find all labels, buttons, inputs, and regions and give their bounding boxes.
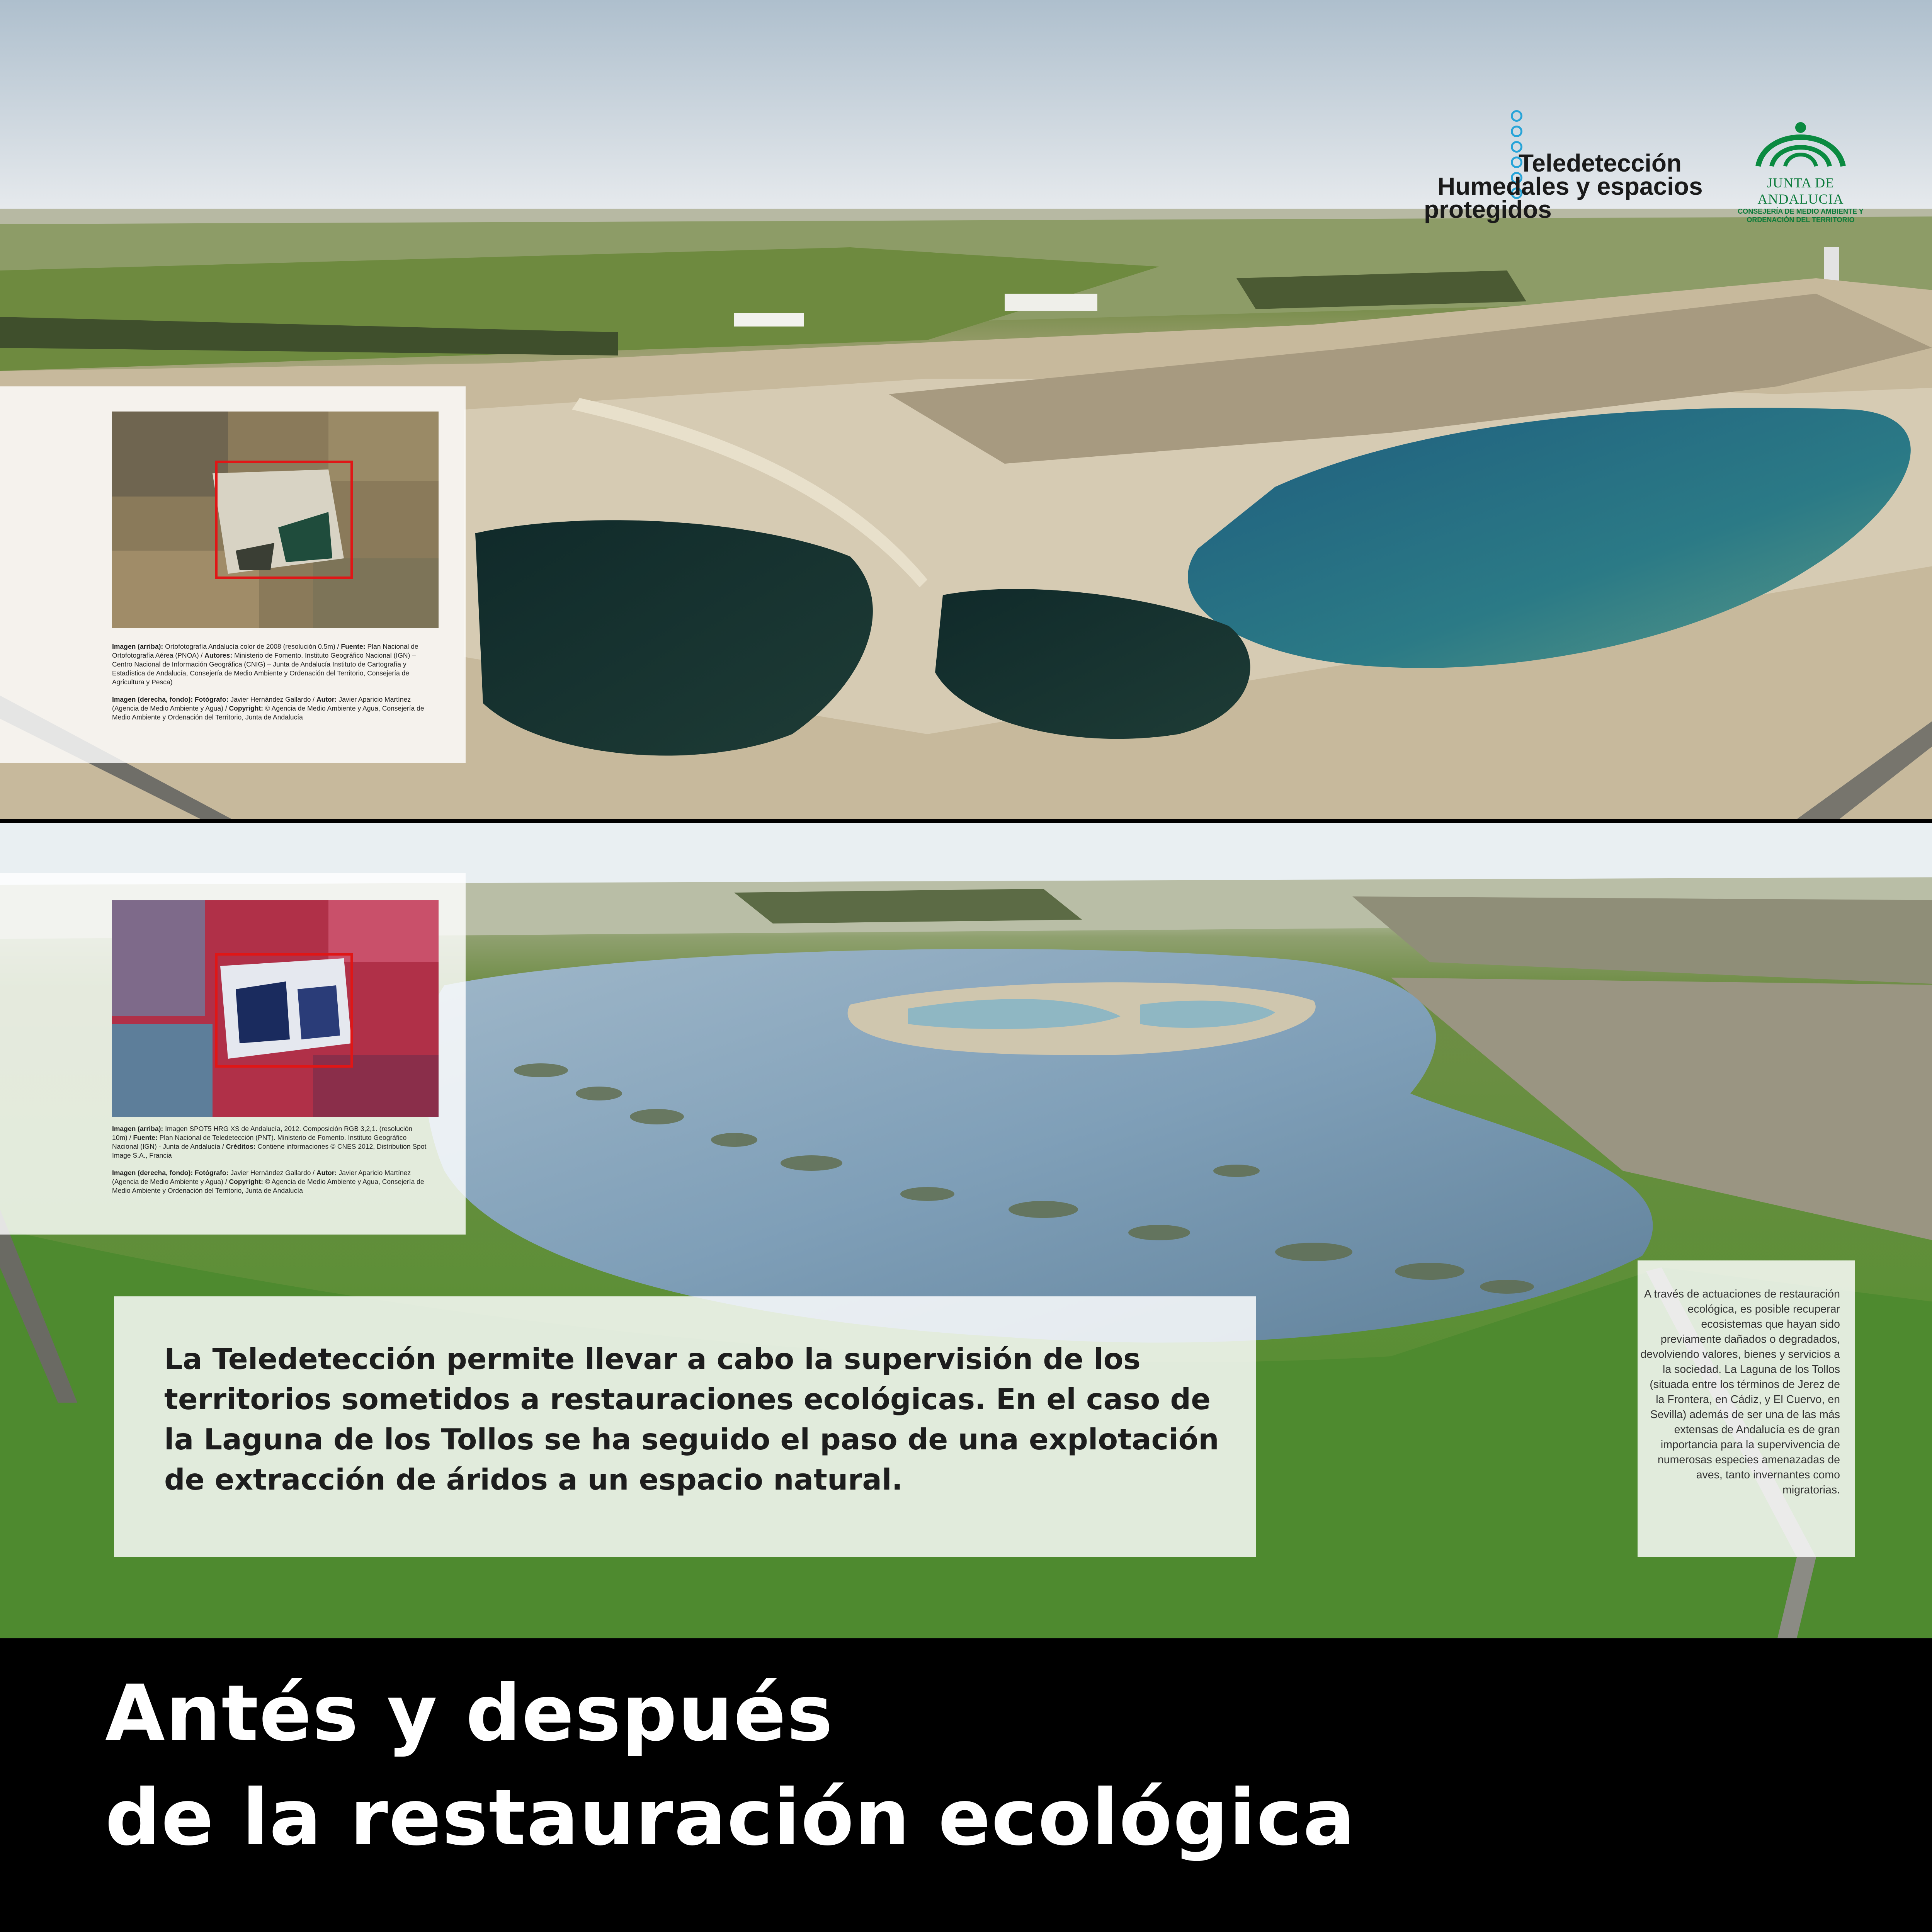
teledeteccion-line2: Humedales y espacios [1437,172,1703,200]
teledeteccion-line1: Teledetección [1519,149,1682,177]
title-line1: Antés y después [105,1668,834,1759]
teledeteccion-line3: protegidos [1424,196,1552,223]
inset-bottom-caption-lower: Imagen (derecha, fondo): Fotógrafo: Javier Hernández Gallardo / Autor: Javier Aparicio Martínez (Agencia de Medio Ambiente y Agua) / Copyright: © Agencia de Medio Ambiente y Agua, Consejería de Medio Ambiente y Ordenación del Territorio, Junta de Andalucía [112,1169,424,1194]
intro-text-box [114,1296,1256,1557]
inset-bottom-caption [112,1124,429,1204]
inset-top-caption [112,642,429,730]
side-text-box [1638,1260,1855,1557]
satellite-thumbnail [112,900,439,1117]
side-text: A través de actuaciones de restauración ecológica, es posible recuperar ecosistemas que hayan sido previamente dañados o degradados, devolviendo valores, bienes y servicios a la sociedad. La Laguna de los Tollos (situada entre los términos de Jerez de la Frontera, en Cádiz, y El Cuervo, en Sevilla) además de ser una de las más extensas de Andalucía es de gran importancia para la supervivencia de numerosas especies amenazadas de aves, tanto invernantes como migratorias. [1640,1288,1840,1496]
inset-top-caption-lower: Imagen (derecha, fondo): Fotógrafo: Javier Hernández Gallardo / Autor: Javier Aparicio Martínez (Agencia de Medio Ambiente y Agua) / Copyright: © Agencia de Medio Ambiente y Agua, Consejería de Medio Ambiente y Ordenación del Territorio, Junta de Andalucía [112,696,424,721]
orthophoto-thumbnail [112,412,439,628]
inset-panel-bottom [0,873,466,1235]
inset-bottom-caption-upper: Imagen (arriba): Imagen SPOT5 HRG XS de Andalucía, 2012. Composición RGB 3,2,1. (resolución 10m) / Fuente: Plan Nacional de Teledetección (PNT). Ministerio de Fomento. Instituto Geográfico Nacional (IGN) - Junta de Andalucía / Créditos: Contiene informaciones © CNES 2012, Distribution Spot Image S.A., Francia [112,1125,427,1159]
title-line2: de la restauración ecológica [105,1773,1356,1863]
inset-panel-top [0,386,466,763]
intro-text: La Teledetección permite llevar a cabo la supervisión de los territorios sometidos a restauraciones ecológicas. En el caso de la Laguna de los Tollos se ha seguido el paso de una explotación de extracción de áridos a un espacio natural. [164,1342,1219,1497]
junta-andalucia-logo [1735,112,1866,228]
junta-name: JUNTA DE ANDALUCIA [1757,175,1844,207]
inset-top-caption-upper: Imagen (arriba): Ortofotografía Andalucía color de 2008 (resolución 0.5m) / Fuente: Plan Nacional de Ortofotografía Aérea (PNOA) / Autores: Ministerio de Fomento. Instituto Geográfico Nacional (IGN) – Centro Nacional de Información Geográfica (CNIG) – Junta de Andalucía Instituto de Cartografía y Estadística de Andalucía, Consejería de Medio Ambiente y Ordenación del Territorio, Consejería de Agricultura y Pesca) [112,643,418,686]
junta-sub: CONSEJERÍA DE MEDIO AMBIENTE Y ORDENACIÓN DEL TERRITORIO [1738,207,1864,224]
junta-emblem-icon [1750,112,1851,170]
poster-title [105,1662,1356,1870]
teledeteccion-logo [1422,106,1716,226]
photo-quarry-before [0,0,1932,819]
